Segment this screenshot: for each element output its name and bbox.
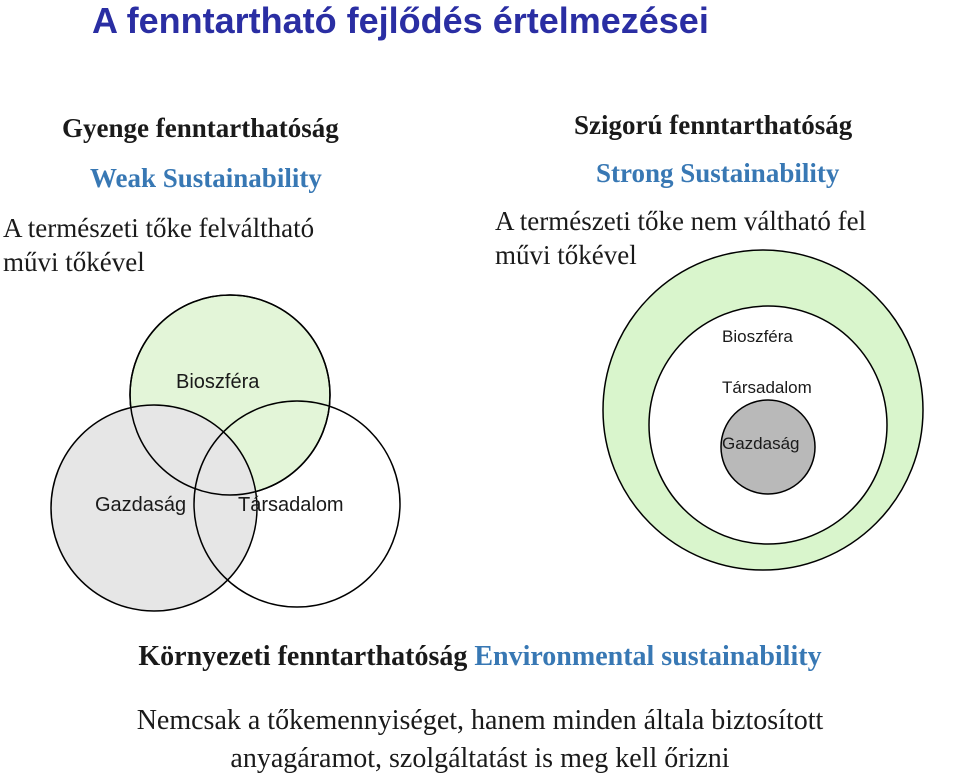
environmental-heading — [0, 641, 960, 673]
environmental-text — [0, 702, 960, 778]
nested-society-label: Társadalom — [722, 378, 812, 397]
environmental-heading-en: Environmental sustainability — [474, 641, 822, 672]
venn-economy-label: Gazdaság — [95, 494, 187, 516]
nested-diagram — [603, 250, 923, 570]
strong-description-line1: A természeti tőke nem váltható fel — [495, 206, 867, 236]
page-title: A fenntartható fejlődés értelmezései — [92, 0, 709, 41]
weak-description-line2: művi tőkével — [3, 247, 145, 277]
nested-economy-label: Gazdaság — [722, 434, 800, 453]
venn-biosphere-label: Bioszféra — [176, 371, 260, 393]
weak-description-line1: A természeti tőke felváltható — [3, 213, 315, 243]
environmental-text-line1: Nemcsak a tőkemennyiséget, hanem minden általa biztosított — [136, 705, 824, 736]
weak-heading: Gyenge fenntarthatóság — [62, 113, 339, 143]
venn-diagram — [51, 295, 400, 611]
venn-society-label: Társadalom — [238, 494, 344, 516]
nested-biosphere-label: Bioszféra — [722, 327, 793, 346]
strong-heading: Szigorú fenntarthatóság — [574, 110, 853, 140]
environmental-heading-hu: Környezeti fenntarthatóság — [138, 641, 468, 672]
strong-subheading: Strong Sustainability — [596, 158, 840, 188]
environmental-text-line2: anyagáramot, szolgáltatást is meg kell őrizni — [230, 743, 730, 774]
strong-description-line2: művi tőkével — [495, 240, 637, 270]
weak-subheading: Weak Sustainability — [90, 163, 322, 193]
